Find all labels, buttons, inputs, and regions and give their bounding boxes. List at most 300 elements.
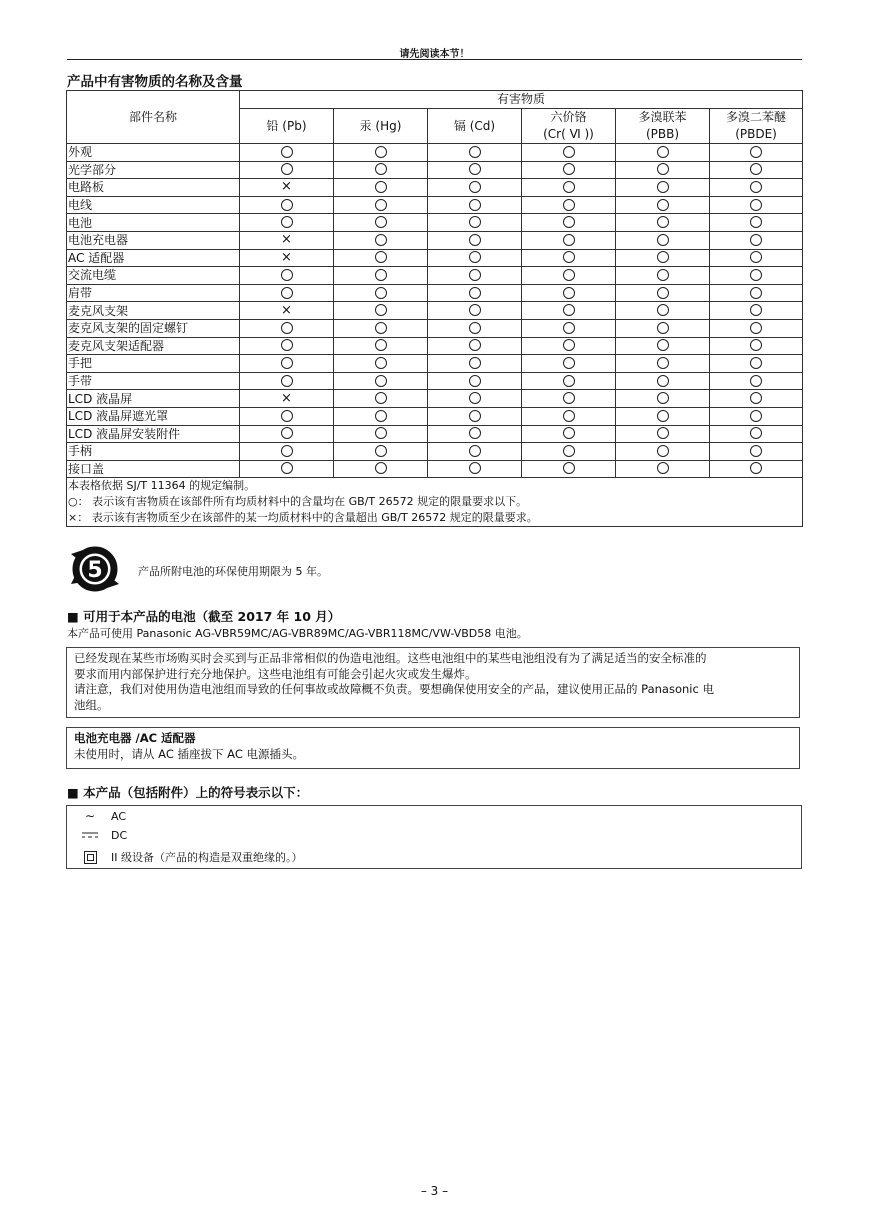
part-name-cell: 麦克风支架 <box>67 302 240 320</box>
compliant-mark <box>240 196 334 214</box>
compliant-mark <box>616 372 710 390</box>
compliant-mark <box>522 425 616 443</box>
compliant-mark <box>240 284 334 302</box>
circle-mark-icon <box>281 339 293 351</box>
compliant-mark <box>428 144 522 162</box>
circle-mark-icon <box>469 251 481 263</box>
charger-note-text: 未使用时，请从 AC 插座拔下 AC 电源插头。 <box>74 746 305 761</box>
circle-mark-icon <box>375 339 387 351</box>
symbols-section-title: ■ 本产品（包括附件）上的符号表示以下： <box>67 785 309 800</box>
circle-mark-icon <box>281 322 293 334</box>
compliant-mark <box>428 267 522 285</box>
part-name-cell: AC 适配器 <box>67 249 240 267</box>
circle-mark-icon <box>281 357 293 369</box>
exceeds-mark: × <box>240 249 334 267</box>
compliant-mark <box>616 407 710 425</box>
compliant-mark <box>710 460 803 478</box>
part-name-cell: 肩带 <box>67 284 240 302</box>
exceeds-mark: × <box>240 390 334 408</box>
circle-mark-icon <box>750 251 762 263</box>
compliant-mark <box>522 179 616 197</box>
compliant-mark <box>616 144 710 162</box>
compliant-mark <box>710 337 803 355</box>
compliant-mark <box>710 144 803 162</box>
compliant-mark <box>710 284 803 302</box>
eco-period-logo-icon <box>67 544 123 594</box>
compliant-mark <box>710 319 803 337</box>
circle-mark-icon <box>563 427 575 439</box>
compliant-mark <box>334 214 428 232</box>
table-row <box>67 231 803 249</box>
page-header: 请先阅读本节！ <box>399 49 470 60</box>
counterfeit-battery-warning <box>66 647 800 718</box>
compliant-mark <box>522 443 616 461</box>
circle-mark-icon <box>750 287 762 299</box>
compliant-mark <box>710 214 803 232</box>
compliant-mark <box>522 390 616 408</box>
circle-mark-icon <box>750 322 762 334</box>
compliant-mark <box>334 372 428 390</box>
circle-mark-icon <box>657 445 669 457</box>
circle-mark-icon <box>750 181 762 193</box>
substance-header: 汞 (Hg) <box>334 109 428 144</box>
circle-mark-icon <box>563 375 575 387</box>
note-line: ×： 表示该有害物质至少在该部件的某一均质材料中的含量超出 GB/T 26572 规定的限量要求。 <box>68 511 538 525</box>
compliant-mark <box>334 144 428 162</box>
table-row <box>67 302 803 320</box>
circle-mark-icon <box>657 234 669 246</box>
compliant-mark <box>616 249 710 267</box>
circle-mark-icon <box>657 339 669 351</box>
compliant-mark <box>240 355 334 373</box>
compliant-mark <box>334 179 428 197</box>
circle-mark-icon <box>657 427 669 439</box>
circle-mark-icon <box>469 339 481 351</box>
circle-mark-icon <box>563 357 575 369</box>
circle-mark-icon <box>469 234 481 246</box>
circle-mark-icon <box>563 339 575 351</box>
circle-mark-icon <box>281 199 293 211</box>
compliant-mark <box>616 319 710 337</box>
dc-icon <box>82 832 98 839</box>
warning-line: 池组。 <box>74 697 109 712</box>
circle-mark-icon <box>750 269 762 281</box>
compliant-mark <box>616 267 710 285</box>
circle-mark-icon <box>469 445 481 457</box>
circle-mark-icon <box>563 181 575 193</box>
circle-mark-icon <box>657 462 669 474</box>
compliant-mark <box>710 302 803 320</box>
table-row <box>67 161 803 179</box>
compliant-mark <box>240 425 334 443</box>
warning-line: 已经发现在某些市场购买时会买到与正品非常相似的伪造电池组。这些电池组中的某些电池组没有为了满足适当的安全标准的 <box>74 651 707 665</box>
substance-group-header: 有害物质 <box>240 91 803 109</box>
compliant-mark <box>334 407 428 425</box>
compliant-mark <box>616 231 710 249</box>
circle-mark-icon <box>281 287 293 299</box>
part-name-header: 部件名称 <box>67 91 240 144</box>
circle-mark-icon <box>563 445 575 457</box>
compliant-mark <box>710 179 803 197</box>
compliant-mark <box>240 267 334 285</box>
compliant-mark <box>522 284 616 302</box>
circle-mark-icon <box>375 181 387 193</box>
part-name-cell: LCD 液晶屏 <box>67 390 240 408</box>
compliant-mark <box>428 425 522 443</box>
compliant-mark <box>616 302 710 320</box>
circle-mark-icon <box>469 216 481 228</box>
compliant-mark <box>428 337 522 355</box>
circle-mark-icon <box>375 304 387 316</box>
compliant-mark <box>522 267 616 285</box>
compliant-mark <box>522 249 616 267</box>
circle-mark-icon <box>750 339 762 351</box>
symbol-row-dc: DC <box>75 827 127 843</box>
part-name-cell: 电池充电器 <box>67 231 240 249</box>
circle-mark-icon <box>469 163 481 175</box>
compliant-mark <box>428 460 522 478</box>
circle-mark-icon <box>563 163 575 175</box>
compliant-mark <box>616 425 710 443</box>
compliant-mark <box>616 284 710 302</box>
circle-mark-icon <box>563 251 575 263</box>
compliant-mark <box>522 372 616 390</box>
compliant-mark <box>334 161 428 179</box>
compliant-mark <box>334 302 428 320</box>
compliant-mark <box>428 372 522 390</box>
note-line: ○： 表示该有害物质在该部件所有均质材料中的含量均在 GB/T 26572 规定的限量要求以下。 <box>68 495 528 509</box>
circle-mark-icon <box>657 269 669 281</box>
circle-mark-icon <box>750 234 762 246</box>
charger-note-box <box>66 727 800 769</box>
circle-mark-icon <box>750 445 762 457</box>
compliant-mark <box>334 390 428 408</box>
table-row <box>67 179 803 197</box>
circle-mark-icon <box>563 287 575 299</box>
circle-mark-icon <box>281 410 293 422</box>
circle-mark-icon <box>375 392 387 404</box>
circle-mark-icon <box>563 322 575 334</box>
compliant-mark <box>428 302 522 320</box>
circle-mark-icon <box>469 322 481 334</box>
exceeds-mark: × <box>240 231 334 249</box>
table-notes <box>67 478 803 527</box>
circle-mark-icon <box>750 462 762 474</box>
circle-mark-icon <box>657 410 669 422</box>
symbol-row-ac: ∼ AC <box>75 808 126 824</box>
table-row <box>67 267 803 285</box>
eco-number: 5 <box>87 558 103 583</box>
battery-section-title: ■ 可用于本产品的电池（截至 2017 年 10 月） <box>67 609 341 624</box>
circle-mark-icon <box>375 216 387 228</box>
circle-mark-icon <box>281 427 293 439</box>
table-row <box>67 425 803 443</box>
circle-mark-icon <box>750 375 762 387</box>
part-name-cell: 电池 <box>67 214 240 232</box>
compliant-mark <box>522 355 616 373</box>
circle-mark-icon <box>281 445 293 457</box>
compliant-mark <box>428 161 522 179</box>
charger-note-title: 电池充电器 /AC 适配器 <box>74 731 196 745</box>
part-name-cell: 外观 <box>67 144 240 162</box>
circle-mark-icon <box>657 375 669 387</box>
circle-mark-icon <box>657 181 669 193</box>
circle-mark-icon <box>469 146 481 158</box>
circle-mark-icon <box>657 357 669 369</box>
circle-mark-icon <box>750 357 762 369</box>
circle-mark-icon <box>375 234 387 246</box>
circle-mark-icon <box>657 199 669 211</box>
compliant-mark <box>428 214 522 232</box>
compliant-mark <box>710 249 803 267</box>
circle-mark-icon <box>375 199 387 211</box>
compliant-mark <box>522 161 616 179</box>
compliant-mark <box>710 267 803 285</box>
compliant-mark <box>428 407 522 425</box>
compliant-mark <box>710 372 803 390</box>
circle-mark-icon <box>750 146 762 158</box>
table-row <box>67 443 803 461</box>
part-name-cell: 麦克风支架适配器 <box>67 337 240 355</box>
compliant-mark <box>616 460 710 478</box>
circle-mark-icon <box>750 304 762 316</box>
hazard-table-body <box>67 144 803 478</box>
substance-header: 多溴联苯 (PBB) <box>616 109 710 144</box>
compliant-mark <box>334 425 428 443</box>
circle-mark-icon <box>750 163 762 175</box>
circle-mark-icon <box>375 287 387 299</box>
circle-mark-icon <box>657 251 669 263</box>
compliant-mark <box>616 355 710 373</box>
circle-mark-icon <box>375 269 387 281</box>
circle-mark-icon <box>469 357 481 369</box>
compliant-mark <box>710 425 803 443</box>
note-line: 本表格依据 SJ/T 11364 的规定编制。 <box>68 479 256 493</box>
circle-mark-icon <box>281 462 293 474</box>
compliant-mark <box>428 319 522 337</box>
circle-mark-icon <box>657 392 669 404</box>
compliant-mark <box>710 407 803 425</box>
circle-mark-icon <box>657 216 669 228</box>
circle-mark-icon <box>563 462 575 474</box>
compliant-mark <box>428 196 522 214</box>
table-row <box>67 407 803 425</box>
circle-mark-icon <box>563 410 575 422</box>
circle-mark-icon <box>750 216 762 228</box>
compliant-mark <box>334 267 428 285</box>
circle-mark-icon <box>375 375 387 387</box>
compliant-mark <box>428 284 522 302</box>
compliant-mark <box>240 460 334 478</box>
circle-mark-icon <box>469 181 481 193</box>
circle-mark-icon <box>563 304 575 316</box>
substance-header: 镉 (Cd) <box>428 109 522 144</box>
circle-mark-icon <box>657 163 669 175</box>
compliant-mark <box>240 372 334 390</box>
table-row <box>67 337 803 355</box>
compliant-mark <box>522 337 616 355</box>
part-name-cell: LCD 液晶屏安装附件 <box>67 425 240 443</box>
circle-mark-icon <box>657 146 669 158</box>
circle-mark-icon <box>469 269 481 281</box>
compliant-mark <box>616 214 710 232</box>
compliant-mark <box>710 196 803 214</box>
circle-mark-icon <box>750 427 762 439</box>
section-title: 产品中有害物质的名称及含量 <box>67 74 243 90</box>
circle-mark-icon <box>469 462 481 474</box>
circle-mark-icon <box>563 199 575 211</box>
substance-header: 六价铬 (Cr( Ⅵ )) <box>522 109 616 144</box>
table-row <box>67 319 803 337</box>
eco-period-text: 产品所附电池的环保使用期限为 5 年。 <box>138 565 328 578</box>
circle-mark-icon <box>563 234 575 246</box>
compliant-mark <box>710 231 803 249</box>
table-row <box>67 144 803 162</box>
circle-mark-icon <box>657 304 669 316</box>
header-rule <box>67 59 802 60</box>
exceeds-mark: × <box>240 179 334 197</box>
compliant-mark <box>616 179 710 197</box>
compliant-mark <box>710 390 803 408</box>
compliant-mark <box>334 231 428 249</box>
compliant-mark <box>522 214 616 232</box>
compliant-mark <box>428 231 522 249</box>
circle-mark-icon <box>750 392 762 404</box>
circle-mark-icon <box>375 251 387 263</box>
compliant-mark <box>240 337 334 355</box>
compliant-mark <box>240 319 334 337</box>
compliant-mark <box>616 337 710 355</box>
substance-header: 多溴二苯醚 (PBDE) <box>710 109 803 144</box>
ac-wave-icon: ∼ <box>84 809 96 823</box>
compliant-mark <box>240 407 334 425</box>
compliant-mark <box>710 355 803 373</box>
compliant-mark <box>334 337 428 355</box>
compliant-mark <box>522 144 616 162</box>
circle-mark-icon <box>375 357 387 369</box>
part-name-cell: 交流电缆 <box>67 267 240 285</box>
circle-mark-icon <box>469 287 481 299</box>
circle-mark-icon <box>469 427 481 439</box>
part-name-cell: 电线 <box>67 196 240 214</box>
compliant-mark <box>428 179 522 197</box>
compliant-mark <box>616 161 710 179</box>
circle-mark-icon <box>375 322 387 334</box>
compliant-mark <box>240 443 334 461</box>
circle-mark-icon <box>281 269 293 281</box>
circle-mark-icon <box>469 199 481 211</box>
circle-mark-icon <box>657 287 669 299</box>
compliant-mark <box>616 390 710 408</box>
circle-mark-icon <box>281 163 293 175</box>
circle-mark-icon <box>375 410 387 422</box>
table-row <box>67 196 803 214</box>
circle-mark-icon <box>375 462 387 474</box>
exceeds-mark: × <box>240 302 334 320</box>
compliant-mark <box>240 161 334 179</box>
circle-mark-icon <box>750 199 762 211</box>
compliant-mark <box>334 196 428 214</box>
compliant-mark <box>710 443 803 461</box>
compliant-mark <box>334 355 428 373</box>
part-name-cell: 电路板 <box>67 179 240 197</box>
circle-mark-icon <box>657 322 669 334</box>
table-row <box>67 214 803 232</box>
part-name-cell: 麦克风支架的固定螺钉 <box>67 319 240 337</box>
table-row <box>67 284 803 302</box>
compliant-mark <box>428 355 522 373</box>
circle-mark-icon <box>281 375 293 387</box>
circle-mark-icon <box>375 163 387 175</box>
circle-mark-icon <box>375 146 387 158</box>
compliant-mark <box>616 443 710 461</box>
compliant-mark <box>240 144 334 162</box>
compliant-mark <box>522 302 616 320</box>
page-number: – 3 – <box>420 1184 449 1198</box>
compliant-mark <box>522 319 616 337</box>
compliant-mark <box>522 231 616 249</box>
table-row <box>67 460 803 478</box>
symbols-box <box>66 805 802 869</box>
compliant-mark <box>334 249 428 267</box>
compliant-mark <box>334 443 428 461</box>
circle-mark-icon <box>563 146 575 158</box>
circle-mark-icon <box>469 304 481 316</box>
compliant-mark <box>710 161 803 179</box>
compliant-mark <box>334 460 428 478</box>
circle-mark-icon <box>281 216 293 228</box>
table-row <box>67 249 803 267</box>
part-name-cell: 接口盖 <box>67 460 240 478</box>
compliant-mark <box>428 249 522 267</box>
compliant-mark <box>334 284 428 302</box>
substance-header: 铅 (Pb) <box>240 109 334 144</box>
circle-mark-icon <box>469 392 481 404</box>
circle-mark-icon <box>469 375 481 387</box>
compliant-mark <box>334 319 428 337</box>
table-row <box>67 390 803 408</box>
part-name-cell: 手柄 <box>67 443 240 461</box>
warning-line: 请注意，我们对使用伪造电池组而导致的任何事故或故障概不负责。要想确保使用安全的产品，建议使用正品的 Panasonic 电 <box>74 682 714 696</box>
table-row <box>67 355 803 373</box>
circle-mark-icon <box>750 410 762 422</box>
circle-mark-icon <box>375 427 387 439</box>
compliant-mark <box>428 443 522 461</box>
compliant-mark <box>428 390 522 408</box>
circle-mark-icon <box>563 269 575 281</box>
hazardous-substances-table <box>66 90 803 527</box>
compliant-mark <box>522 460 616 478</box>
part-name-cell: 光学部分 <box>67 161 240 179</box>
compliant-mark <box>240 214 334 232</box>
warning-line: 要求而用内部保护进行充分地保护。这些电池组有可能会引起火灾或发生爆炸。 <box>74 666 477 681</box>
circle-mark-icon <box>563 216 575 228</box>
part-name-cell: 手带 <box>67 372 240 390</box>
part-name-cell: LCD 液晶屏遮光罩 <box>67 407 240 425</box>
circle-mark-icon <box>469 410 481 422</box>
circle-mark-icon <box>563 392 575 404</box>
circle-mark-icon <box>375 445 387 457</box>
compliant-mark <box>522 196 616 214</box>
symbol-row-class2: II 级设备（产品的构造是双重绝缘的。） <box>75 849 302 865</box>
compliant-mark <box>616 196 710 214</box>
compliant-mark <box>522 407 616 425</box>
circle-mark-icon <box>281 146 293 158</box>
table-row <box>67 372 803 390</box>
part-name-cell: 手把 <box>67 355 240 373</box>
battery-compatibility-text: 本产品可使用 Panasonic AG-VBR59MC/AG-VBR89MC/AG-VBR118MC/VW-VBD58 电池。 <box>67 627 528 640</box>
double-insulation-icon <box>84 851 97 864</box>
